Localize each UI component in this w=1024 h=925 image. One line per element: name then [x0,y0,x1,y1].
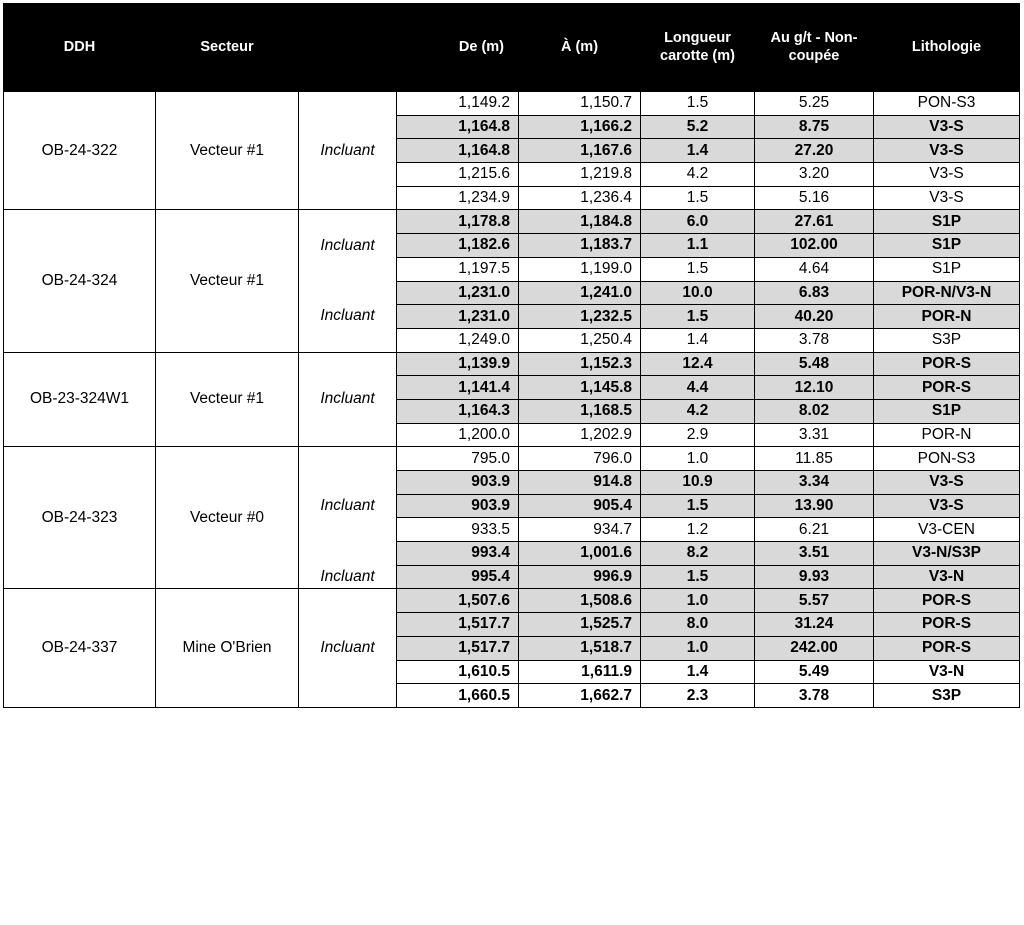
gold-grade-cell: 8.02 [755,399,874,423]
gold-grade-cell: 5.48 [755,352,874,376]
lithology-cell: V3-S [874,115,1020,139]
table-row [4,92,1020,116]
to-cell: 796.0 [519,447,641,471]
from-cell: 1,139.9 [397,352,519,376]
length-cell: 4.2 [641,399,755,423]
to-cell: 1,250.4 [519,328,641,352]
gold-grade-cell: 31.24 [755,613,874,637]
to-cell: 1,166.2 [519,115,641,139]
lithology-cell: V3-S [874,471,1020,495]
to-cell: 905.4 [519,494,641,518]
length-cell: 10.9 [641,471,755,495]
length-cell: 10.0 [641,281,755,305]
secteur-cell: Vecteur #1 [156,210,299,352]
gold-grade-cell: 9.93 [755,565,874,589]
qualifier-cell: Incluant [299,92,397,210]
gold-grade-cell: 3.20 [755,163,874,187]
secteur-cell: Vecteur #0 [156,447,299,589]
to-cell: 1,168.5 [519,399,641,423]
from-cell: 795.0 [397,447,519,471]
lithology-cell: V3-S [874,139,1020,163]
qualifier-cell: Incluant [299,352,397,447]
to-cell: 1,525.7 [519,613,641,637]
gold-grade-cell: 6.83 [755,281,874,305]
from-cell: 903.9 [397,471,519,495]
lithology-cell: V3-CEN [874,518,1020,542]
length-cell: 1.0 [641,636,755,660]
from-cell: 1,164.8 [397,115,519,139]
gold-grade-cell: 5.25 [755,92,874,116]
to-cell: 1,241.0 [519,281,641,305]
from-cell: 1,141.4 [397,376,519,400]
to-cell: 1,611.9 [519,660,641,684]
length-cell: 1.4 [641,139,755,163]
gold-grade-cell: 27.20 [755,139,874,163]
from-cell: 903.9 [397,494,519,518]
to-cell: 1,184.8 [519,210,641,234]
length-cell: 1.2 [641,518,755,542]
gold-grade-cell: 8.75 [755,115,874,139]
table-row [4,352,1020,376]
lithology-cell: V3-N [874,565,1020,589]
lithology-cell: V3-S [874,163,1020,187]
qualifier-cell: Incluant [299,210,397,281]
from-cell: 1,149.2 [397,92,519,116]
from-cell: 1,234.9 [397,186,519,210]
lithology-cell: S1P [874,210,1020,234]
gold-grade-cell: 40.20 [755,305,874,329]
from-cell: 1,197.5 [397,257,519,281]
gold-grade-cell: 3.78 [755,684,874,708]
ddh-cell: OB-24-323 [4,447,156,589]
from-cell: 1,164.3 [397,399,519,423]
ddh-cell: OB-24-337 [4,589,156,707]
to-cell: 1,236.4 [519,186,641,210]
lithology-cell: V3-S [874,494,1020,518]
length-cell: 5.2 [641,115,755,139]
from-cell: 1,215.6 [397,163,519,187]
lithology-cell: S1P [874,257,1020,281]
from-cell: 995.4 [397,565,519,589]
header-de: De (m) [397,3,519,92]
gold-grade-cell: 3.34 [755,471,874,495]
gold-grade-cell: 5.49 [755,660,874,684]
lithology-cell: POR-S [874,589,1020,613]
length-cell: 1.1 [641,234,755,258]
gold-grade-cell: 27.61 [755,210,874,234]
gold-grade-cell: 3.51 [755,542,874,566]
ddh-cell: OB-24-324 [4,210,156,352]
from-cell: 933.5 [397,518,519,542]
lithology-cell: S3P [874,684,1020,708]
length-cell: 1.5 [641,257,755,281]
lithology-cell: V3-S [874,186,1020,210]
header-lithologie: Lithologie [874,3,1020,92]
length-cell: 4.2 [641,163,755,187]
qualifier-cell: Incluant [299,281,397,352]
gold-grade-cell: 5.57 [755,589,874,613]
from-cell: 1,178.8 [397,210,519,234]
header-row [4,3,1020,92]
length-cell: 6.0 [641,210,755,234]
to-cell: 1,152.3 [519,352,641,376]
gold-grade-cell: 12.10 [755,376,874,400]
table-row [4,210,1020,234]
length-cell: 12.4 [641,352,755,376]
lithology-cell: V3-N/S3P [874,542,1020,566]
from-cell: 1,249.0 [397,328,519,352]
from-cell: 1,164.8 [397,139,519,163]
length-cell: 2.3 [641,684,755,708]
secteur-cell: Mine O'Brien [156,589,299,707]
gold-grade-cell: 13.90 [755,494,874,518]
lithology-cell: POR-S [874,352,1020,376]
to-cell: 1,183.7 [519,234,641,258]
to-cell: 1,202.9 [519,423,641,447]
length-cell: 1.5 [641,92,755,116]
length-cell: 8.2 [641,542,755,566]
length-cell: 4.4 [641,376,755,400]
from-cell: 1,660.5 [397,684,519,708]
secteur-cell: Vecteur #1 [156,352,299,447]
qualifier-cell: Incluant [299,447,397,565]
from-cell: 1,610.5 [397,660,519,684]
lithology-cell: POR-N/V3-N [874,281,1020,305]
lithology-cell: S3P [874,328,1020,352]
to-cell: 1,199.0 [519,257,641,281]
length-cell: 1.5 [641,565,755,589]
lithology-cell: POR-N [874,305,1020,329]
lithology-cell: V3-N [874,660,1020,684]
header-secteur: Secteur [156,3,299,92]
to-cell: 1,232.5 [519,305,641,329]
secteur-cell: Vecteur #1 [156,92,299,210]
from-cell: 1,517.7 [397,613,519,637]
length-cell: 8.0 [641,613,755,637]
gold-grade-cell: 3.31 [755,423,874,447]
lithology-cell: PON-S3 [874,447,1020,471]
to-cell: 1,662.7 [519,684,641,708]
gold-grade-cell: 5.16 [755,186,874,210]
gold-grade-cell: 242.00 [755,636,874,660]
length-cell: 1.4 [641,328,755,352]
length-cell: 1.0 [641,447,755,471]
ddh-cell: OB-24-322 [4,92,156,210]
lithology-cell: POR-S [874,613,1020,637]
header-ddh: DDH [4,3,156,92]
header-au: Au g/t - Non-coupée [755,3,874,92]
table-row [4,447,1020,471]
length-cell: 1.5 [641,305,755,329]
lithology-cell: PON-S3 [874,92,1020,116]
gold-grade-cell: 4.64 [755,257,874,281]
ddh-cell: OB-23-324W1 [4,352,156,447]
from-cell: 1,231.0 [397,281,519,305]
to-cell: 996.9 [519,565,641,589]
lithology-cell: S1P [874,399,1020,423]
gold-grade-cell: 102.00 [755,234,874,258]
to-cell: 1,219.8 [519,163,641,187]
from-cell: 1,200.0 [397,423,519,447]
qualifier-cell: Incluant [299,589,397,707]
from-cell: 1,182.6 [397,234,519,258]
header-a: À (m) [519,3,641,92]
gold-grade-cell: 11.85 [755,447,874,471]
to-cell: 1,167.6 [519,139,641,163]
from-cell: 993.4 [397,542,519,566]
from-cell: 1,507.6 [397,589,519,613]
length-cell: 2.9 [641,423,755,447]
to-cell: 1,145.8 [519,376,641,400]
length-cell: 1.4 [641,660,755,684]
header-qualifier [299,3,397,92]
length-cell: 1.0 [641,589,755,613]
table-row [4,589,1020,613]
header-longueur: Longueur carotte (m) [641,3,755,92]
to-cell: 914.8 [519,471,641,495]
length-cell: 1.5 [641,494,755,518]
to-cell: 1,001.6 [519,542,641,566]
drill-results-table [3,3,1020,708]
to-cell: 934.7 [519,518,641,542]
from-cell: 1,231.0 [397,305,519,329]
gold-grade-cell: 3.78 [755,328,874,352]
length-cell: 1.5 [641,186,755,210]
to-cell: 1,508.6 [519,589,641,613]
qualifier-cell: Incluant [299,565,397,589]
lithology-cell: S1P [874,234,1020,258]
lithology-cell: POR-N [874,423,1020,447]
to-cell: 1,150.7 [519,92,641,116]
from-cell: 1,517.7 [397,636,519,660]
to-cell: 1,518.7 [519,636,641,660]
lithology-cell: POR-S [874,376,1020,400]
lithology-cell: POR-S [874,636,1020,660]
gold-grade-cell: 6.21 [755,518,874,542]
